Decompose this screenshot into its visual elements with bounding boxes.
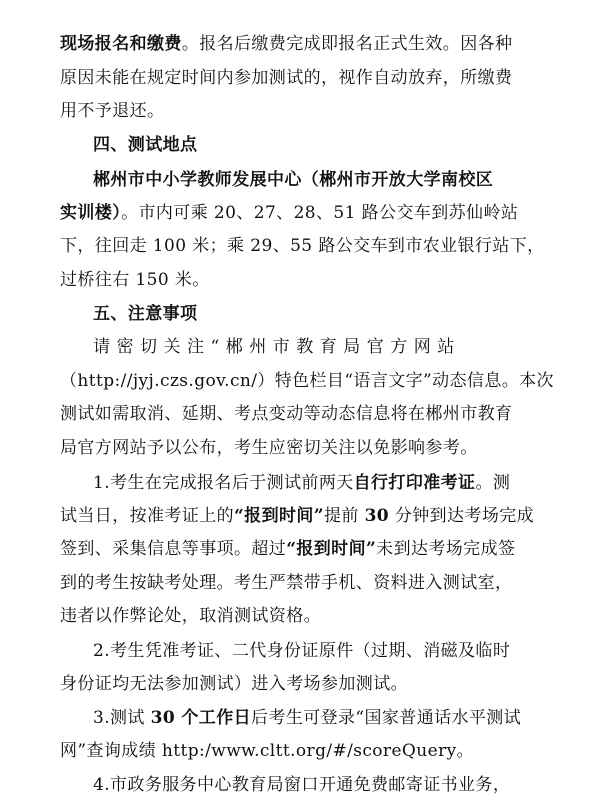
bold-text: 实训楼） xyxy=(60,203,122,223)
text: 1.考生在完成报名后于测试前两天 xyxy=(93,473,354,493)
text: 。市内可乘 20、27、28、51 路公交车到苏仙岭站 xyxy=(121,203,519,223)
section-heading-test-location: 四、测试地点 xyxy=(93,135,198,155)
text: 。测 xyxy=(475,473,511,493)
text: 3.测试 xyxy=(93,708,151,728)
paragraph-line: 下，往回走 100 米；乘 29、55 路公交车到市农业银行站下， xyxy=(60,236,545,256)
bold-text: 30 xyxy=(364,506,390,526)
text: 试当日，按准考证上的 xyxy=(60,506,234,526)
list-item-line xyxy=(0,706,593,730)
paragraph-line: 用不予退还。 xyxy=(60,101,165,121)
text: 签到、采集信息等事项。超过 xyxy=(60,539,287,559)
list-item-line: 违者以作弊论处，取消测试资格。 xyxy=(60,606,321,626)
list-item-line: 4.市政务服务中心教育局窗口开通免费邮寄证书业务， xyxy=(93,775,511,795)
list-item-line xyxy=(0,471,593,495)
paragraph-line: （http://jyj.czs.gov.cn/）特色栏目“语言文字”动态信息。本次 xyxy=(60,371,554,391)
bold-text: 30 个工作日 xyxy=(150,708,252,728)
list-item-line xyxy=(0,537,593,561)
paragraph-line: 测试如需取消、延期、考点变动等动态信息将在郴州市教育 xyxy=(60,404,513,424)
list-item-line xyxy=(0,504,593,528)
paragraph-line: 原因未能在规定时间内参加测试的，视作自动放弃，所缴费 xyxy=(60,68,513,88)
list-item-line: 2.考生凭准考证、二代身份证原件（过期、消磁及临时 xyxy=(93,641,511,661)
text: 未到达考场完成签 xyxy=(376,539,516,559)
section-heading-notes: 五、注意事项 xyxy=(93,304,198,324)
bold-text: 自行打印准考证 xyxy=(353,473,476,493)
text: 后考生可登录“国家普通话水平测试 xyxy=(251,708,522,728)
paragraph-line: 局官方网站予以公布，考生应密切关注以免影响参考。 xyxy=(60,438,478,458)
paragraph-line: 郴州市中小学教师发展中心（郴州市开放大学南校区 xyxy=(93,170,494,190)
paragraph-line xyxy=(0,32,593,56)
list-item-line: 身份证均无法参加测试）进入考场参加测试。 xyxy=(60,674,408,694)
paragraph-line xyxy=(0,201,593,225)
paragraph-line: 请密切关注“郴州市教育局官方网站 xyxy=(93,337,461,357)
bold-text: “报到时间” xyxy=(286,539,377,559)
text: 分钟到达考场完成 xyxy=(389,506,535,526)
list-item-line: 到的考生按缺考处理。考生严禁带手机、资料进入测试室， xyxy=(60,573,513,593)
text: 提前 xyxy=(323,506,365,526)
text: 。报名后缴费完成即报名正式生效。因各种 xyxy=(181,34,513,54)
bold-text: “报到时间” xyxy=(234,506,324,526)
paragraph-line: 过桥往右 150 米。 xyxy=(60,270,210,290)
list-item-line: 网”查询成绩 http:/www.cltt.org/#/scoreQuery。 xyxy=(60,741,474,761)
bold-text: 现场报名和缴费 xyxy=(60,34,182,54)
